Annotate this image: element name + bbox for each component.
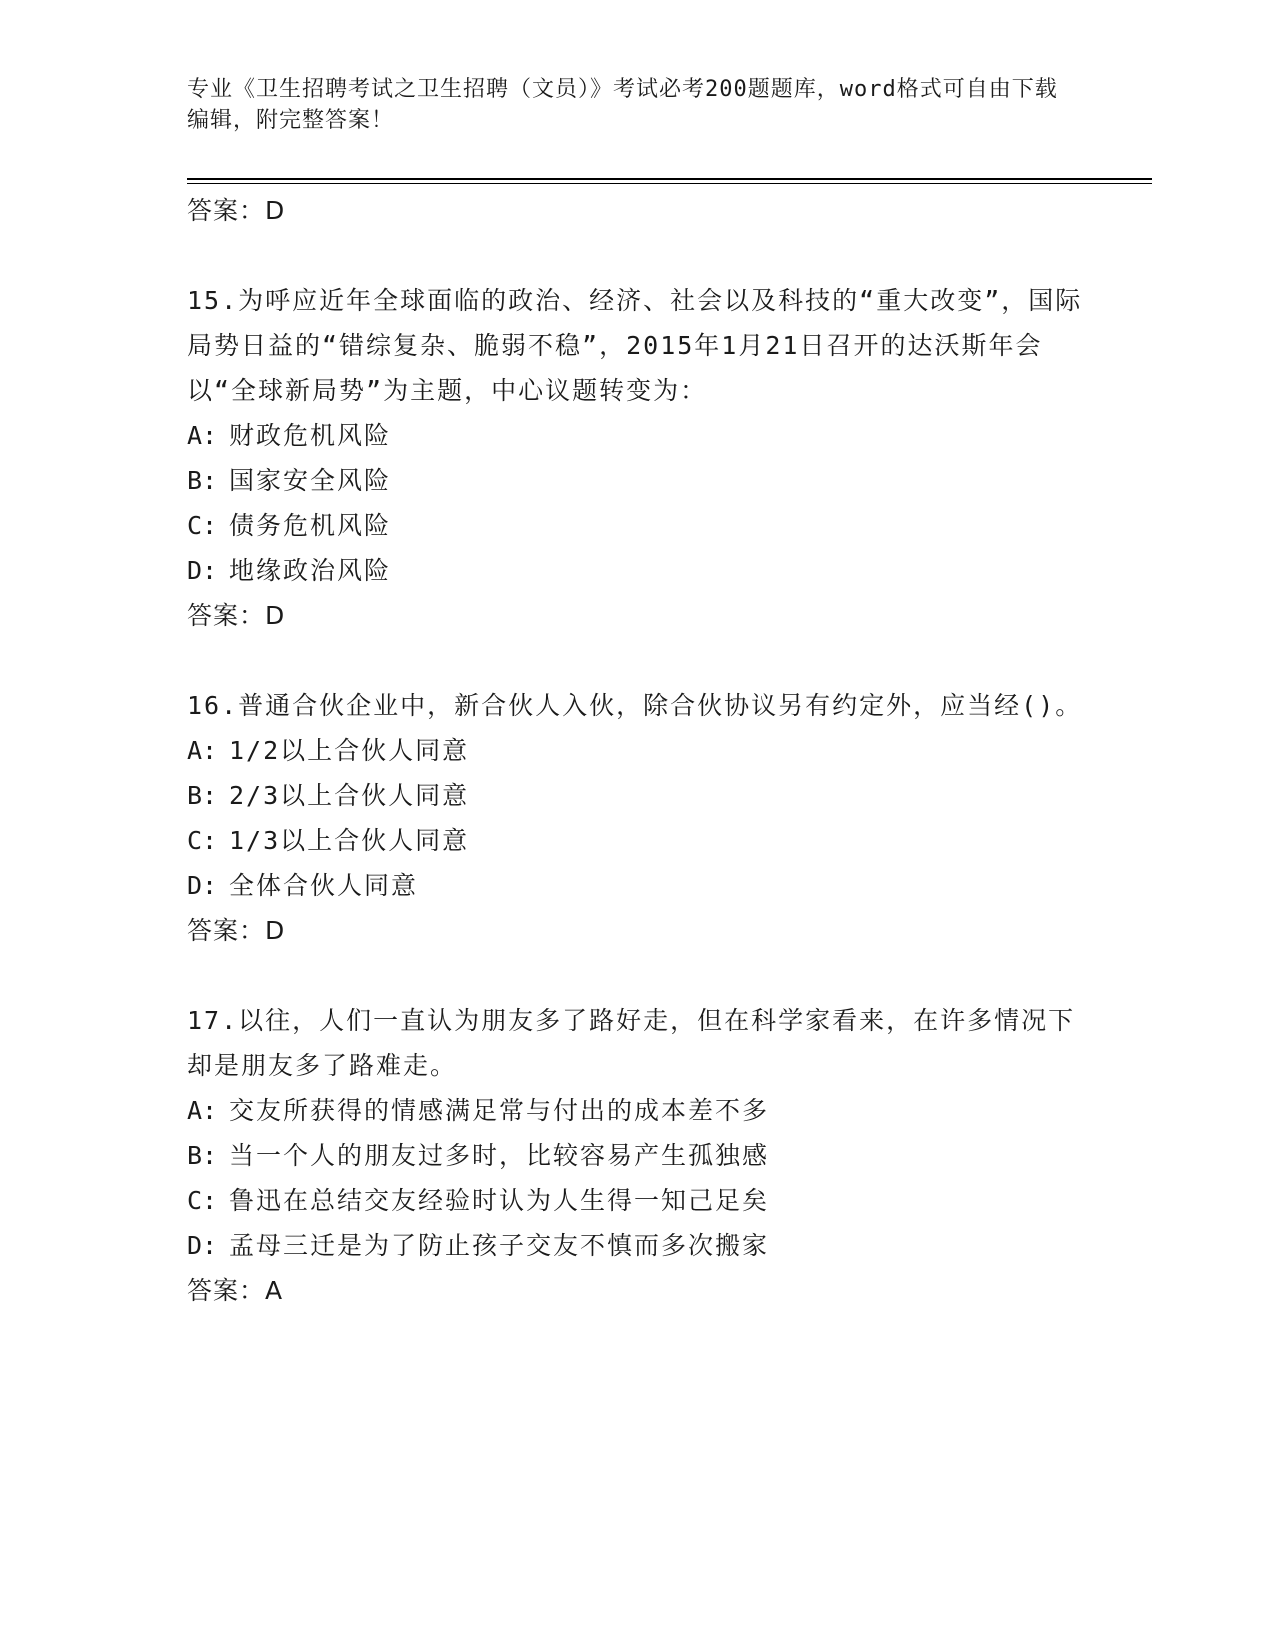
option-letter: B: (187, 466, 218, 495)
option-text: 孟母三迁是为了防止孩子交友不慎而多次搬家 (229, 1231, 770, 1260)
option-letter: C: (187, 826, 218, 855)
spacer (187, 954, 1087, 998)
answer-line (187, 593, 1087, 639)
document-header (187, 74, 1067, 136)
answer-line (187, 908, 1087, 954)
question-block (187, 998, 1087, 1314)
question-block (187, 278, 1087, 639)
option-letter: A: (187, 736, 218, 765)
option-letter: C: (187, 511, 218, 540)
answer-line (187, 1268, 1087, 1314)
option-letter: C: (187, 1186, 218, 1215)
question-text: 17.以往，人们一直认为朋友多了路好走，但在科学家看来，在许多情况下却是朋友多了路难走。 (187, 1006, 1076, 1080)
option-text: 2/3以上合伙人同意 (229, 781, 470, 810)
option-text: 当一个人的朋友过多时，比较容易产生孤独感 (229, 1141, 770, 1170)
answer-label: 答案： (187, 196, 266, 225)
option-text: 全体合伙人同意 (229, 871, 419, 900)
spacer (187, 639, 1087, 683)
option-a (187, 728, 1087, 773)
option-c (187, 818, 1087, 863)
option-d (187, 863, 1087, 908)
option-letter: A: (187, 1096, 218, 1125)
answer-value: D (265, 601, 286, 630)
answer-label: 答案： (187, 601, 266, 630)
option-d (187, 548, 1087, 593)
option-b (187, 1133, 1087, 1178)
option-text: 债务危机风险 (229, 511, 392, 540)
question-text: 16.普通合伙企业中，新合伙人入伙，除合伙协议另有约定外，应当经()。 (187, 691, 1083, 720)
answer-value: A (265, 1276, 284, 1305)
answer-label: 答案： (187, 916, 266, 945)
header-divider-thin (187, 183, 1152, 184)
option-text: 国家安全风险 (229, 466, 392, 495)
question-text: 15.为呼应近年全球面临的政治、经济、社会以及科技的“重大改变”，国际局势日益的“错综复杂、脆弱不稳”，2015年1月21日召开的达沃斯年会以“全球新局势”为主题，中心议题转变为： (187, 286, 1083, 405)
option-text: 财政危机风险 (229, 421, 392, 450)
spacer (187, 234, 1087, 278)
option-text: 1/2以上合伙人同意 (229, 736, 470, 765)
option-letter: D: (187, 556, 218, 585)
option-text: 鲁迅在总结交友经验时认为人生得一知己足矣 (229, 1186, 770, 1215)
option-a (187, 413, 1087, 458)
option-letter: D: (187, 1231, 218, 1260)
option-letter: D: (187, 871, 218, 900)
option-c (187, 1178, 1087, 1223)
option-letter: B: (187, 781, 218, 810)
option-letter: A: (187, 421, 218, 450)
option-letter: B: (187, 1141, 218, 1170)
option-a (187, 1088, 1087, 1133)
answer-value: D (265, 916, 286, 945)
question-block (187, 683, 1087, 954)
header-text: 专业《卫生招聘考试之卫生招聘（文员）》考试必考200题题库，word格式可自由下载编辑，附完整答案！ (187, 77, 1058, 133)
option-text: 地缘政治风险 (229, 556, 392, 585)
option-text: 交友所获得的情感满足常与付出的成本差不多 (229, 1096, 770, 1125)
option-b (187, 458, 1087, 503)
option-b (187, 773, 1087, 818)
option-c (187, 503, 1087, 548)
option-text: 1/3以上合伙人同意 (229, 826, 470, 855)
option-d (187, 1223, 1087, 1268)
answer-line (187, 188, 1087, 234)
question-list (187, 188, 1087, 1314)
answer-label: 答案： (187, 1276, 266, 1305)
answer-value: D (265, 196, 286, 225)
header-divider-thick (187, 178, 1152, 180)
